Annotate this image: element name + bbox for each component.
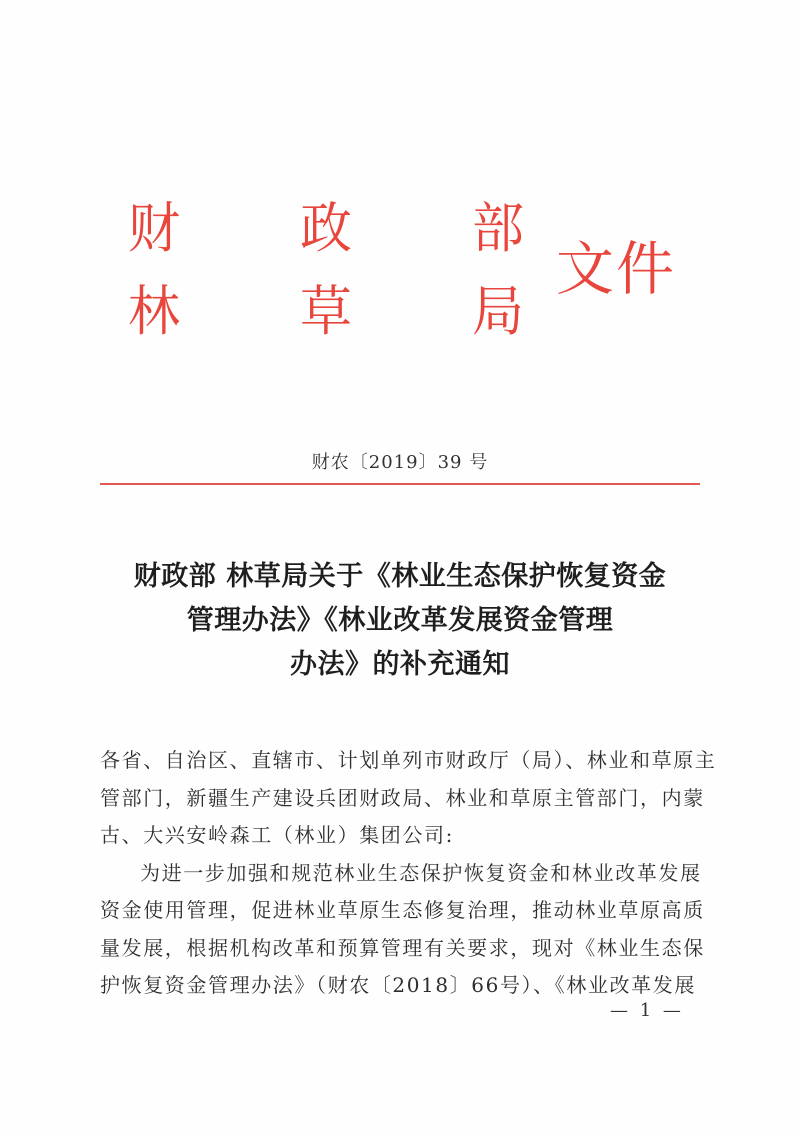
document-title (80, 555, 720, 687)
addressee-line: 各省、自治区、直辖市、计划单列市财政厅（局）、林业和草原主 (100, 748, 717, 772)
title-line: 财政部 林草局关于《林业生态保护恢复资金 (133, 561, 667, 592)
addressee-line: 管部门，新疆生产建设兵团财政局、林业和草原主管部门，内蒙 (100, 785, 705, 810)
issuer-char: 财 (128, 197, 181, 261)
addressee-line: 古、大兴安岭森工（林业）集团公司: (100, 823, 454, 847)
title-line: 管理办法》《林业改革发展资金管理 (186, 605, 614, 636)
doc-type-word: 文件 (556, 235, 677, 303)
issuer-char: 草 (300, 280, 353, 344)
issuer-char: 林 (128, 280, 181, 344)
document-body (100, 742, 717, 1005)
paragraph-line: 为进一步加强和规范林业生态保护恢复资金和林业改革发展 (140, 860, 702, 885)
title-line: 办法》的补充通知 (290, 649, 510, 680)
red-divider (100, 483, 700, 485)
issuer-char: 政 (300, 197, 353, 261)
document-number: 财农〔2019〕39 号 (311, 452, 489, 473)
paragraph-line: 护恢复资金管理办法》（财农〔2018〕66号）、《林业改革发展 (100, 973, 696, 997)
paragraph-line: 量发展，根据机构改革和预算管理有关要求，现对《林业生态保 (100, 935, 705, 960)
paragraph-line: 资金使用管理，促进林业草原生态修复治理，推动林业草原高质 (100, 898, 705, 922)
issuer-char: 部 (472, 197, 525, 261)
page-number: — 1 — (610, 1000, 684, 1021)
issuer-char: 局 (472, 280, 525, 344)
red-header (0, 0, 800, 360)
